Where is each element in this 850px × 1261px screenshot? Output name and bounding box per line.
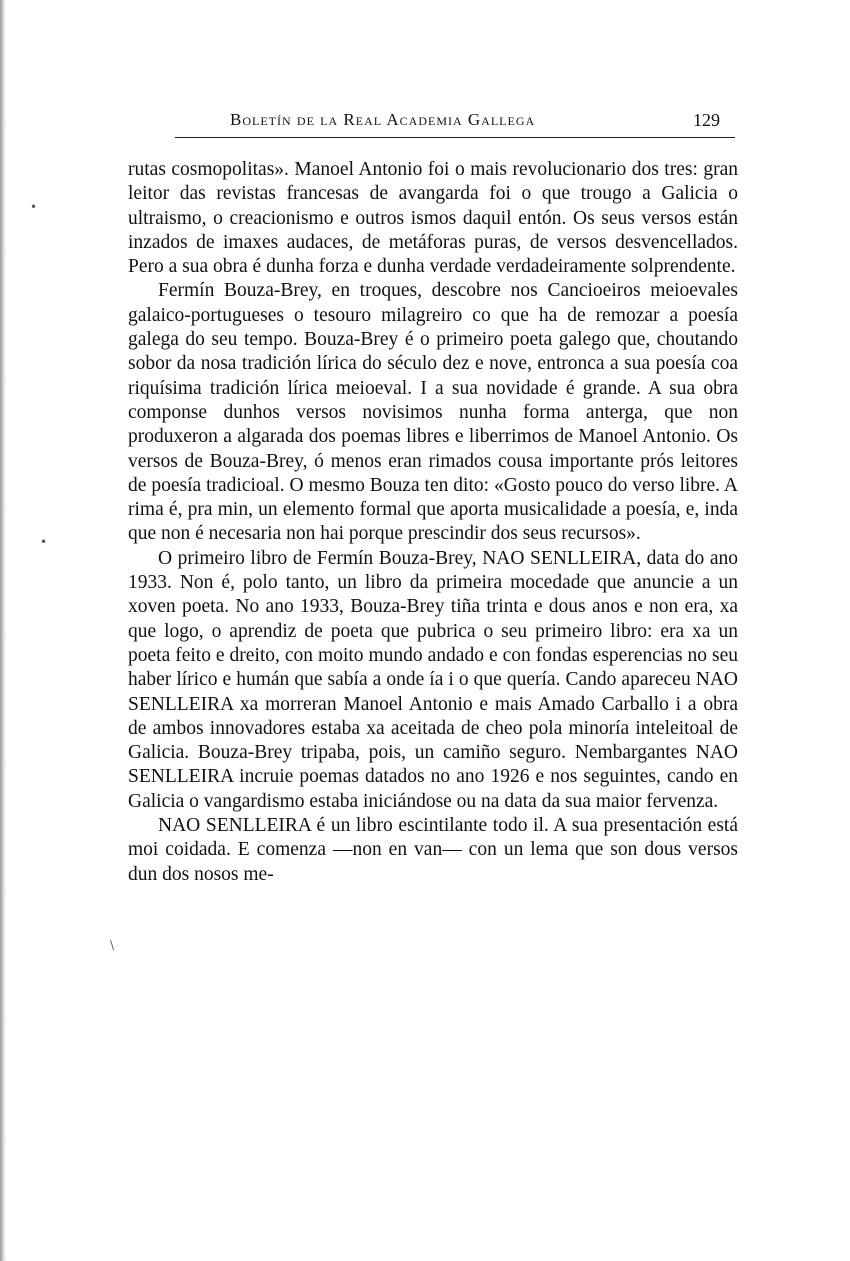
body-text — [128, 158, 738, 887]
header-rule — [175, 137, 735, 138]
page-number: 129 — [693, 110, 720, 130]
paragraph-4: NAO SENLLEIRA é un libro escintilante todo il. A sua presentación está moi coidada. E comenza —non en van— con un lema que son dous versos dun dos nosos me- — [128, 815, 738, 885]
scan-edge-shadow — [0, 0, 6, 1261]
page-header — [190, 110, 735, 138]
margin-speck: • — [40, 535, 48, 549]
paragraph-2: Fermín Bouza-Brey, en troques, descobre nos Cancioeiros meioevales galaico-portugueses o tesouro milagreiro co que ha de remozar a poesía galega do seu tempo. Bouza-Brey é o primeiro poeta galego que, choutando sobor da nosa tradición lírica do século dez e nove, entronca a sua poesía coa riquísima tradición lírica meioeval. I a sua novidade é grande. A sua obra componse dunhos versos novisimos nunha forma anterga, que non produxeron a algarada dos poemas libres e liberrimos de Manoel Antonio. Os versos de Bouza-Brey, ó menos eran rimados cousa importante prós leitores de poesía tradicioal. O mesmo Bouza ten dito: «Gosto pouco do verso libre. A rima é, pra min, un elemento formal que aporta musicalidade a poesía, e, inda que non é necesaria non hai porque prescindir dos seus recursos». — [128, 280, 738, 545]
running-title: Boletín de la Real Academia Gallega — [230, 110, 536, 129]
margin-speck: • — [30, 200, 38, 214]
margin-speck: \ — [110, 938, 115, 952]
paragraph-3: O primeiro libro de Fermín Bouza-Brey, NAO SENLLEIRA, data do ano 1933. Non é, polo tanto, un libro da primeira mocedade que anuncie a un xoven poeta. No ano 1933, Bouza-Brey tiña trinta e dous anos e non era, xa que logo, o aprendiz de poeta que pubrica o seu primeiro libro: era xa un poeta feito e dreito, con moito mundo andado e con fondas esperencias no seu haber lírico e humán que sabía a onde ía i o que quería. Cando apareceu NAO SENLLEIRA xa morreran Manoel Antonio e mais Amado Carballo i a obra de ambos innovadores estaba xa aceitada de cheo pola minoría inteleitoal de Galicia. Bouza-Brey tripaba, pois, un camiño seguro. Nembargantes NAO SENLLEIRA incruie poemas datados no ano 1926 e nos seguintes, cando en Galicia o vangardismo estaba iniciándose ou na data da sua maior fervenza. — [128, 547, 738, 812]
paragraph-1: rutas cosmopolitas». Manoel Antonio foi o mais revolucionario dos tres: gran leitor das revistas francesas de avangarda foi o que trougo a Galicia o ultraismo, o creacionismo e outros ismos daquil entón. Os seus versos están inzados de imaxes audaces, de metáforas puras, de versos desvencellados. Pero a sua obra é dunha forza e dunha verdade verdadeiramente solprendente. — [128, 159, 738, 278]
